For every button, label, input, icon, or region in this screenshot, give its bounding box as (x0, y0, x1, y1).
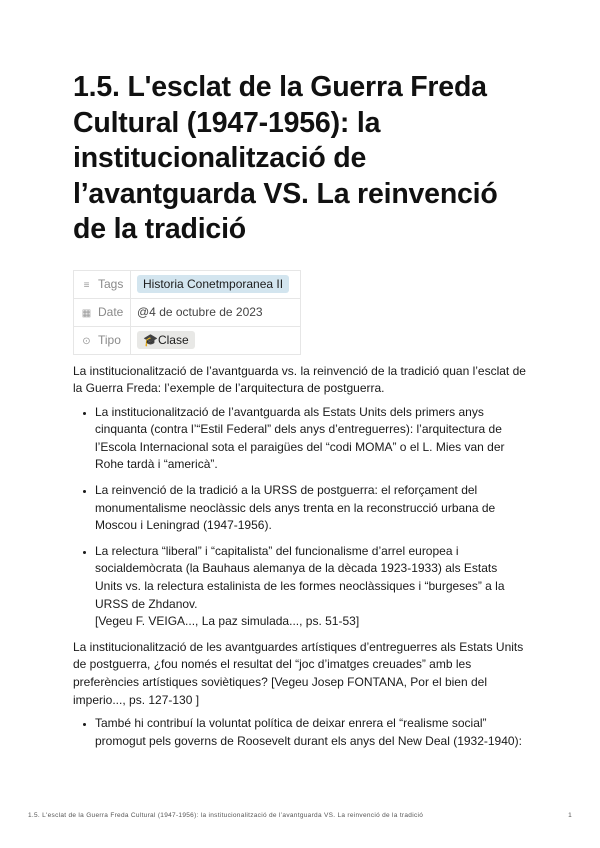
footer-title: 1.5. L'esclat de la Guerra Freda Cultural (1947-1956): la institucionalització de l’avantguarda VS. La reinvenció de la tradició (28, 812, 424, 819)
property-key: Tags (98, 277, 124, 291)
property-row-date (74, 298, 301, 326)
calendar-icon: ▦ (81, 308, 92, 319)
properties-table (73, 270, 301, 355)
reference-note: [Vegeu F. VEIGA..., La paz simulada..., ps. 51-53] (95, 614, 360, 629)
bullet-list-1 (73, 404, 527, 631)
bullet-list-2 (73, 715, 527, 750)
page-footer (28, 812, 572, 819)
page-number: 1 (568, 812, 572, 819)
list-icon: ≡ (83, 280, 90, 291)
select-icon: ⊙ (82, 336, 91, 347)
list-item: • La institucionalització de l’avantguarda als Estats Units dels primers anys cinquanta (contra l’“Estil Federal” dels anys d’entreguerres): l’arquitectura de l’Escola Internacional sota el paraigües del “codi MOMA” o el L. Mies van der Rohe tardà i “americà”. (95, 404, 527, 474)
property-key: Tipo (98, 333, 121, 347)
property-value[interactable]: Historia Conetmporanea II (137, 275, 289, 293)
property-key: Date (98, 305, 124, 319)
list-item: • També hi contribuí la voluntat política de deixar enrera el “realisme social” promogut pels governs de Roosevelt durant els anys del New Deal (1932-1940): (95, 715, 527, 750)
list-item: • La reinvenció de la tradició a la URSS de postguerra: el reforçament del monumentalisme neoclàssic dels anys trenta en la reconstrucció urbana de Moscou i Leningrad (1947-1956). (95, 482, 527, 535)
document-page (73, 70, 527, 758)
document-body (73, 363, 527, 751)
property-row-tipo (74, 326, 301, 354)
property-value[interactable]: 🎓Clase (137, 331, 195, 349)
list-item: • La relectura “liberal” i “capitalista” del funcionalisme d’arrel europea i socialdemòcrata (la Bauhaus alemanya de la dècada 1923-1933) als Estats Units vs. la relectura estalinista de les formes neoclàssiques i “burgeses” a la URSS de Zhdanov. [Vegeu F. VEIGA..., La paz simulada..., ps. 51-53] (95, 543, 527, 631)
property-value[interactable]: @4 de octubre de 2023 (137, 305, 263, 319)
second-paragraph: La institucionalització de les avantguardes artístiques d’entreguerres als Estats Units de postguerra, ¿fou només el resultat del “joc d’imatges creuades” amb les preferències artístiques soviètiques? [Vegeu Josep FONTANA, Por el bien del imperio..., ps. 127-130 ] (73, 639, 524, 707)
property-row-tags (74, 270, 301, 298)
page-title: 1.5. L'esclat de la Guerra Freda Cultural (1947-1956): la institucionalització de l’avantguarda VS. La reinvenció de la tradició (73, 71, 498, 245)
intro-paragraph: La institucionalització de l’avantguarda vs. la reinvenció de la tradició quan l’esclat de la Guerra Freda: l’exemple de l’arquitectura de postguerra. (73, 363, 526, 396)
